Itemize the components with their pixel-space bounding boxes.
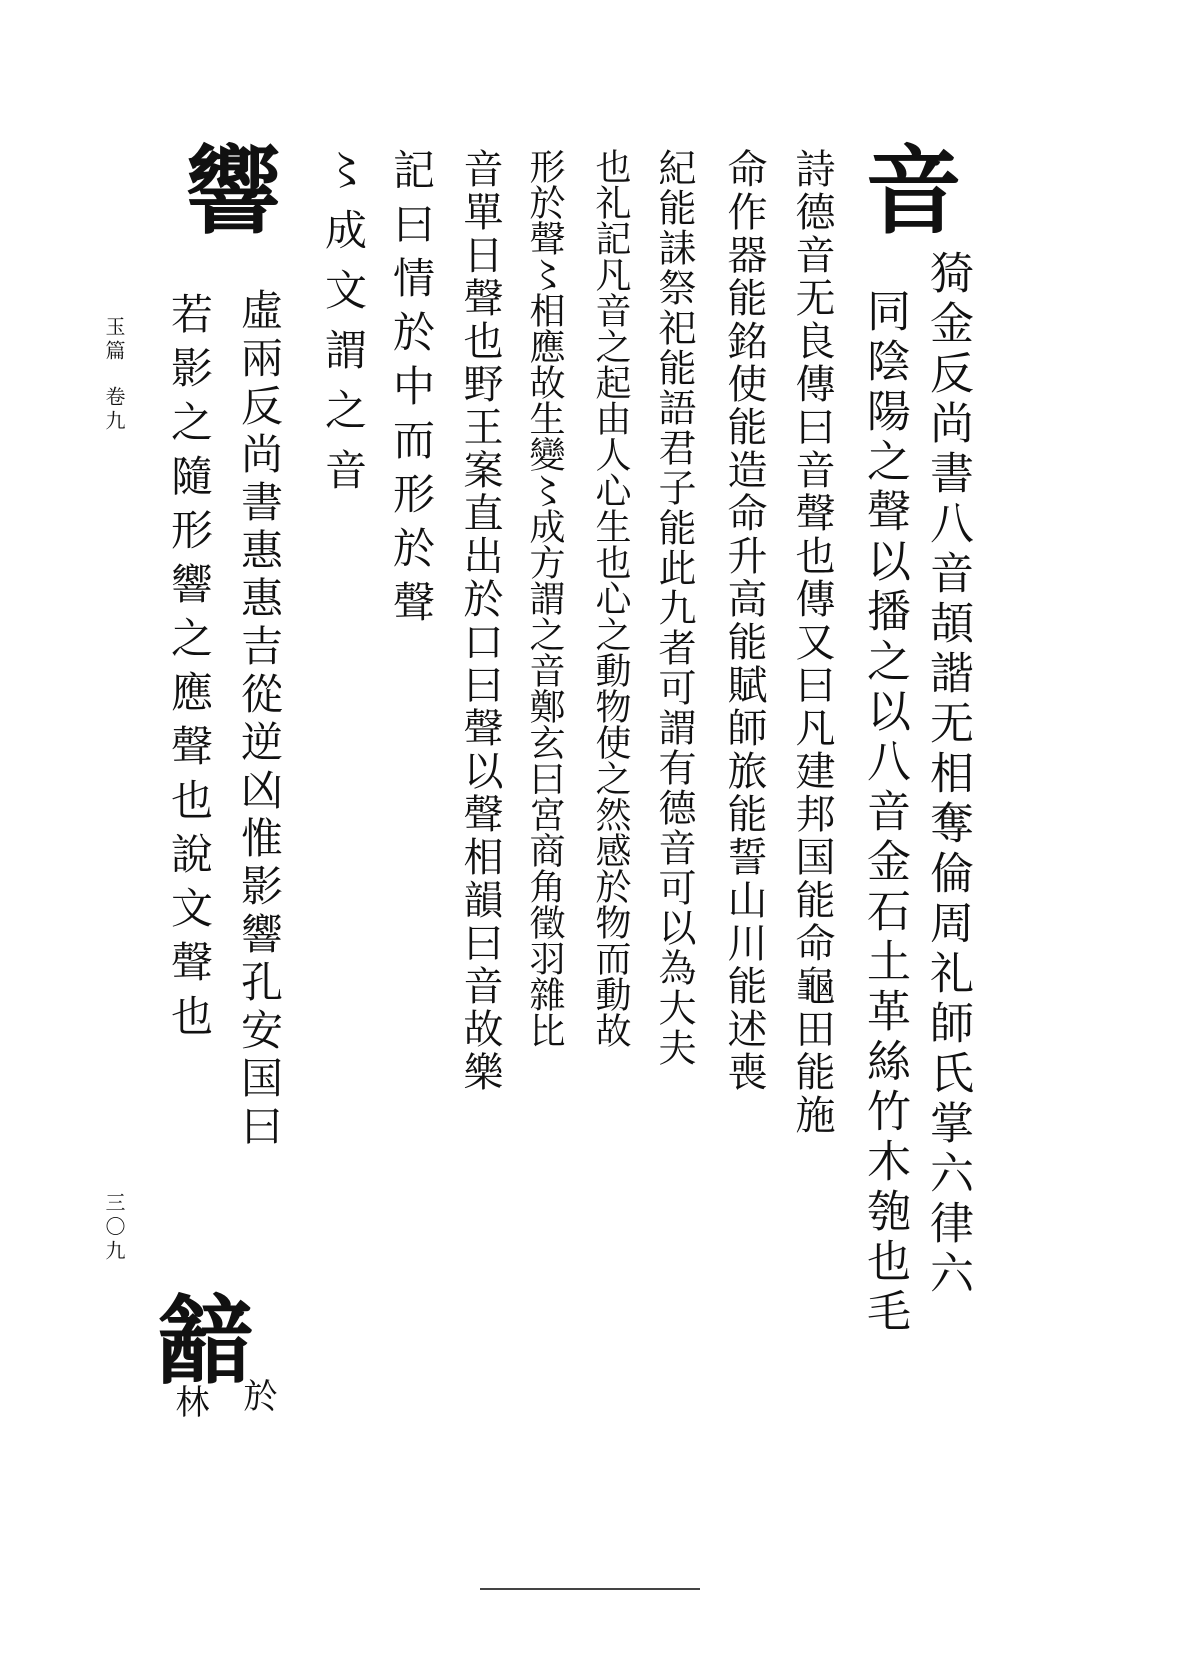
entry-headword: 韽 <box>142 1290 255 1386</box>
entry-line: 音單日聲也野王案直出於口曰聲以聲相韻曰音故樂 <box>457 148 503 1094</box>
entry-line: 記曰情於中而形於聲 <box>387 148 436 634</box>
entry-line: 同陰陽之聲以播之以八音金石土革絲竹木匏也毛 <box>859 288 910 1338</box>
entry-line: 紀能誄祭祀能語君子能此九者可謂有德音可以為大夫 <box>652 148 696 1068</box>
entry-line: 猗金反尚書八音頡諧无相奪倫周礼師氏掌六律六 <box>922 250 973 1300</box>
entry-pronunciation: 於 <box>237 1378 277 1412</box>
entry-line: 〻成文謂之音 <box>319 148 368 508</box>
entry-line: 也礼記凡音之起由人心生也心之動物使之然感於物而動故 <box>590 148 631 1048</box>
entry-headword: 響 <box>170 140 283 236</box>
entry-line: 虛兩反尚書惠惠吉從逆凶惟影響孔安国曰 <box>235 288 284 1152</box>
entry-subscript: 林 <box>169 1384 209 1418</box>
book-title: 玉篇 <box>102 316 126 364</box>
page-number: 三〇九 <box>102 1192 126 1264</box>
volume-label: 卷九 <box>102 386 126 434</box>
entry-headword: 音 <box>850 140 963 236</box>
entry-line: 詩德音无良傳曰音聲也傳又曰凡建邦国能命龜田能施 <box>789 148 835 1137</box>
entry-line: 形於聲〻相應故生變〻成方謂之音鄭玄曰宮商角徵羽雜比 <box>524 148 565 1048</box>
bottom-rule <box>480 1588 700 1590</box>
entry-line: 命作器能銘使能造命升高能賦師旅能誓山川能述喪 <box>721 148 767 1094</box>
entry-line: 若影之隨形響之應聲也說文聲也 <box>165 292 214 1048</box>
